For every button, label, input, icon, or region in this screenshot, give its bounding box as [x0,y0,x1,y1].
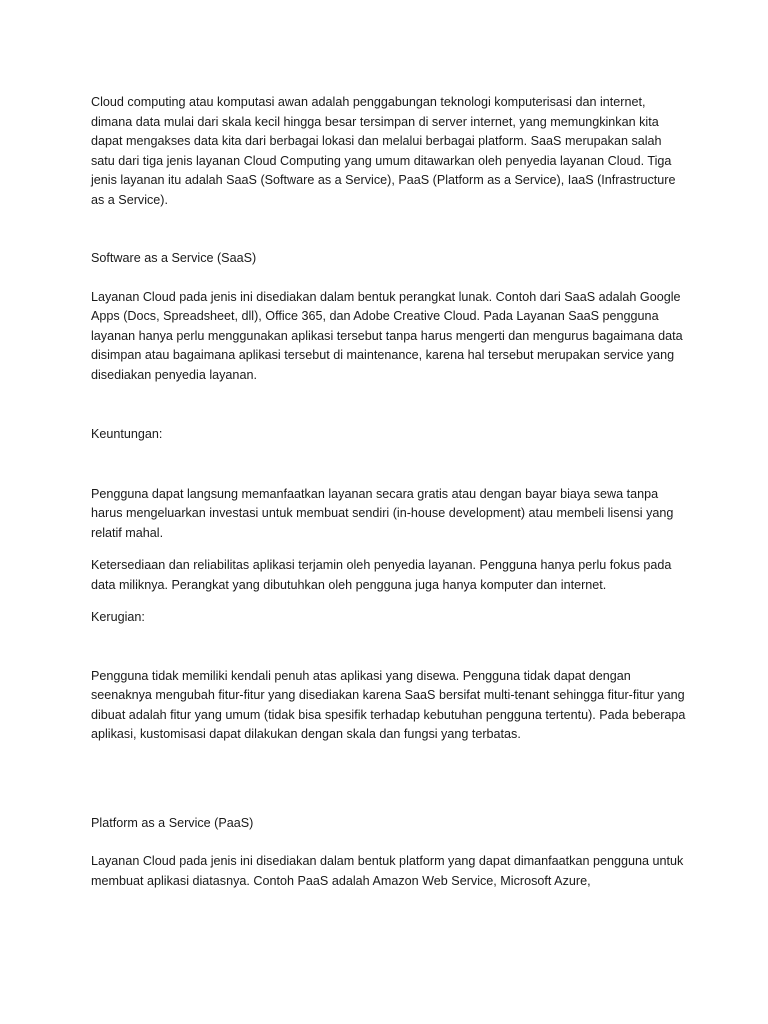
keuntungan-heading: Keuntungan: [91,427,163,441]
document-body [91,93,687,891]
keuntungan-paragraph-1: Pengguna dapat langsung memanfaatkan layanan secara gratis atau dengan bayar biaya sewa tanpa harus mengeluarkan investasi untuk membuat sendiri (in-house development) atau membeli lisensi yang relatif mahal. [91,486,674,540]
kerugian-heading: Kerugian: [91,610,145,624]
saas-heading: Software as a Service (SaaS) [91,251,257,265]
intro-paragraph: Cloud computing atau komputasi awan adalah penggabungan teknologi komputerisasi dan internet, dimana data mulai dari skala kecil hingga besar tersimpan di server internet, yang memungkinkan kita dapat mengakses data kita dari berbagai lokasi dan melalui berbagai platform. SaaS merupakan salah satu dari tiga jenis layanan Cloud Computing yang umum ditawarkan oleh penyedia layanan Cloud. Tiga jenis layanan itu adalah SaaS (Software as a Service), PaaS (Platform as a Service), IaaS (Infrastructure as a Service). [91,95,676,207]
saas-paragraph: Layanan Cloud pada jenis ini disediakan dalam bentuk perangkat lunak. Contoh dari SaaS adalah Google Apps (Docs, Spreadsheet, dll), Office 365, dan Adobe Creative Cloud. Pada Layanan SaaS pengguna layanan hanya perlu menggunakan aplikasi tersebut tanpa harus mengerti dan mengurus bagaimana data disimpan atau bagaimana aplikasi tersebut di maintenance, karena hal tersebut merupakan service yang disediakan penyedia layanan. [91,289,683,382]
paas-paragraph: Layanan Cloud pada jenis ini disediakan dalam bentuk platform yang dapat dimanfaatkan pengguna untuk membuat aplikasi diatasnya. Contoh PaaS adalah Amazon Web Service, Microsoft Azure, [91,854,684,888]
paas-heading: Platform as a Service (PaaS) [91,815,254,830]
keuntungan-paragraph-2: Ketersediaan dan reliabilitas aplikasi terjamin oleh penyedia layanan. Pengguna hanya perlu fokus pada data miliknya. Perangkat yang dibutuhkan oleh pengguna juga hanya komputer dan internet. [91,558,672,592]
kerugian-paragraph-1: Pengguna tidak memiliki kendali penuh atas aplikasi yang disewa. Pengguna tidak dapat dengan seenaknya mengubah fitur-fitur yang disediakan karena SaaS bersifat multi-tenant sehingga fitur-fitur yang dibuat adalah fitur yang umum (tidak bisa spesifik terhadap kebutuhan pengguna tertentu). Pada beberapa aplikasi, kustomisasi dapat dilakukan dengan skala dan fungsi yang terbatas. [91,668,686,741]
